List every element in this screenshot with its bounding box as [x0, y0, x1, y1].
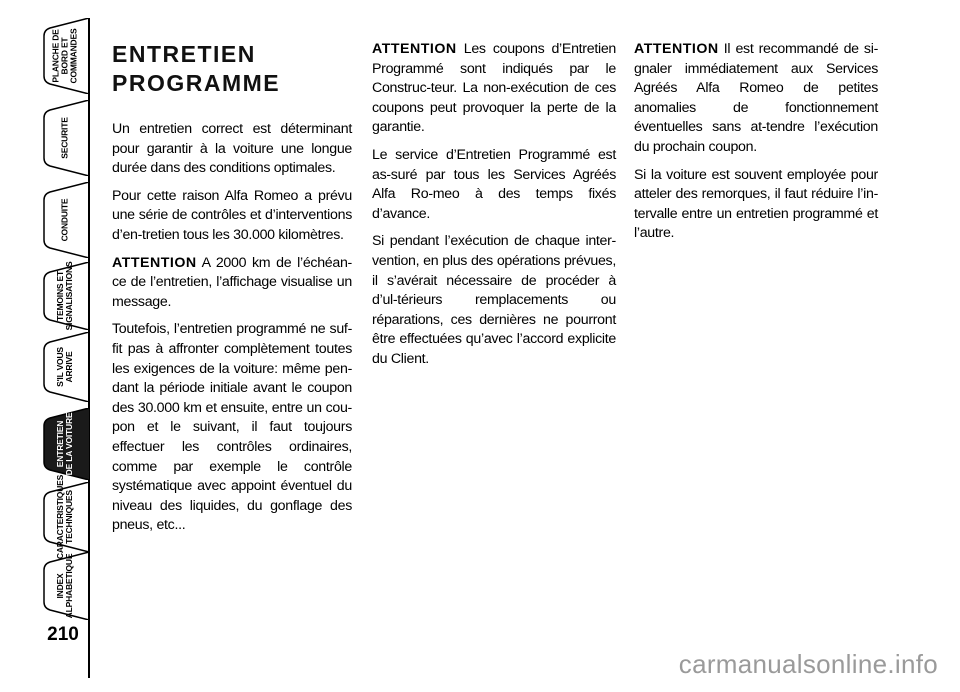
column-2 — [372, 40, 616, 378]
paragraph-attention-anomalies: ATTENTION Il est recommandé de si-gnaler immédiatement aux Services Agréés Alfa Romeo de petites anomalies de fonctionnement éventuelles sans at-tendre l’exécution du prochain coupon. — [634, 41, 878, 155]
page-title — [112, 40, 352, 98]
tab-sil-vous-arrive[interactable] — [40, 332, 90, 402]
page-number: 210 — [47, 624, 79, 645]
attention-label: ATTENTION — [112, 254, 197, 271]
tab-temoins[interactable] — [40, 262, 90, 330]
paragraph-service: Le service d’Entretien Programmé est as-suré par tous les Services Agréés Alfa Ro-meo à des temps fixés d’avance. — [372, 146, 616, 222]
paragraph-interval: Pour cette raison Alfa Romeo a prévu une série de contrôles et d’interventions d’en-tretien tous les 30.000 kilomètres. — [112, 187, 352, 243]
tab-label: TEMOINS ET SIGNALISATIONS — [55, 261, 74, 331]
title-line-2: PROGRAMME — [112, 70, 281, 96]
tab-label: ENTRETIEN DE LA VOITURE — [55, 412, 74, 476]
tab-label: SECURITE — [59, 117, 70, 159]
tab-label: CONDUITE — [59, 198, 70, 242]
paragraph-attention-display: ATTENTION A 2000 km de l’échéan-ce de l’entretien, l’affichage visualise un message. — [112, 254, 352, 310]
tab-securite[interactable] — [40, 100, 90, 176]
tab-caracteristiques[interactable] — [40, 474, 90, 560]
tab-entretien[interactable] — [40, 408, 90, 480]
attention-label: ATTENTION — [372, 41, 457, 57]
tab-label: PLANCHE DE BORD ET COMMANDES — [50, 28, 79, 84]
column-1 — [112, 40, 352, 544]
paragraph-additional-repairs: Si pendant l’exécution de chaque inter-vention, en plus des opérations prévues, il s’avérait nécessaire de procéder à d’ul-térieurs remplacements ou réparations, ces dernières ne pourront être effectuées qu’avec l’accord explicite du Client. — [372, 233, 616, 367]
paragraph-attention-coupons: ATTENTION Les coupons d’Entretien Programmé sont indiqués par le Construc-teur. La non-exécution de ces coupons peut provoquer la perte de la garantie. — [372, 41, 616, 136]
tab-conduite[interactable] — [40, 182, 90, 258]
tab-planche-de-bord[interactable] — [40, 18, 90, 94]
column-3 — [634, 40, 878, 252]
paragraph-intro: Un entretien correct est déterminant pour garantir à la voiture une longue durée dans des conditions optimales. — [112, 121, 352, 177]
tab-index[interactable] — [40, 552, 90, 620]
title-line-1: ENTRETIEN — [112, 41, 256, 67]
attention-label: ATTENTION — [634, 41, 719, 57]
watermark: carmanualsonline.info — [678, 649, 938, 679]
tab-label: S'IL VOUS ARRIVE — [55, 347, 74, 387]
paragraph-trailer: Si la voiture est souvent employée pour atteler des remorques, il faut réduire l’in-tervalle entre un entretien programmé et l’autre. — [634, 166, 878, 242]
paragraph-ordinary-checks: Toutefois, l’entretien programmé ne suf-fit pas à affronter complètement toutes les exigences de la voiture: même pen-dant la période initiale avant le coupon des 30.000 km et ensuite, entre un cou-pon et le suivant, il faut toujours effectuer les contrôles ordinaires, comme par exemple le contrôle systématique avec appoint éventuel du niveau des liquides, du gonflage des pneus, etc... — [112, 321, 352, 534]
tab-label: CARACTERISTIQUES TECHNIQUES — [55, 474, 74, 560]
tab-label: INDEX ALPHABETIQUE — [55, 553, 74, 619]
